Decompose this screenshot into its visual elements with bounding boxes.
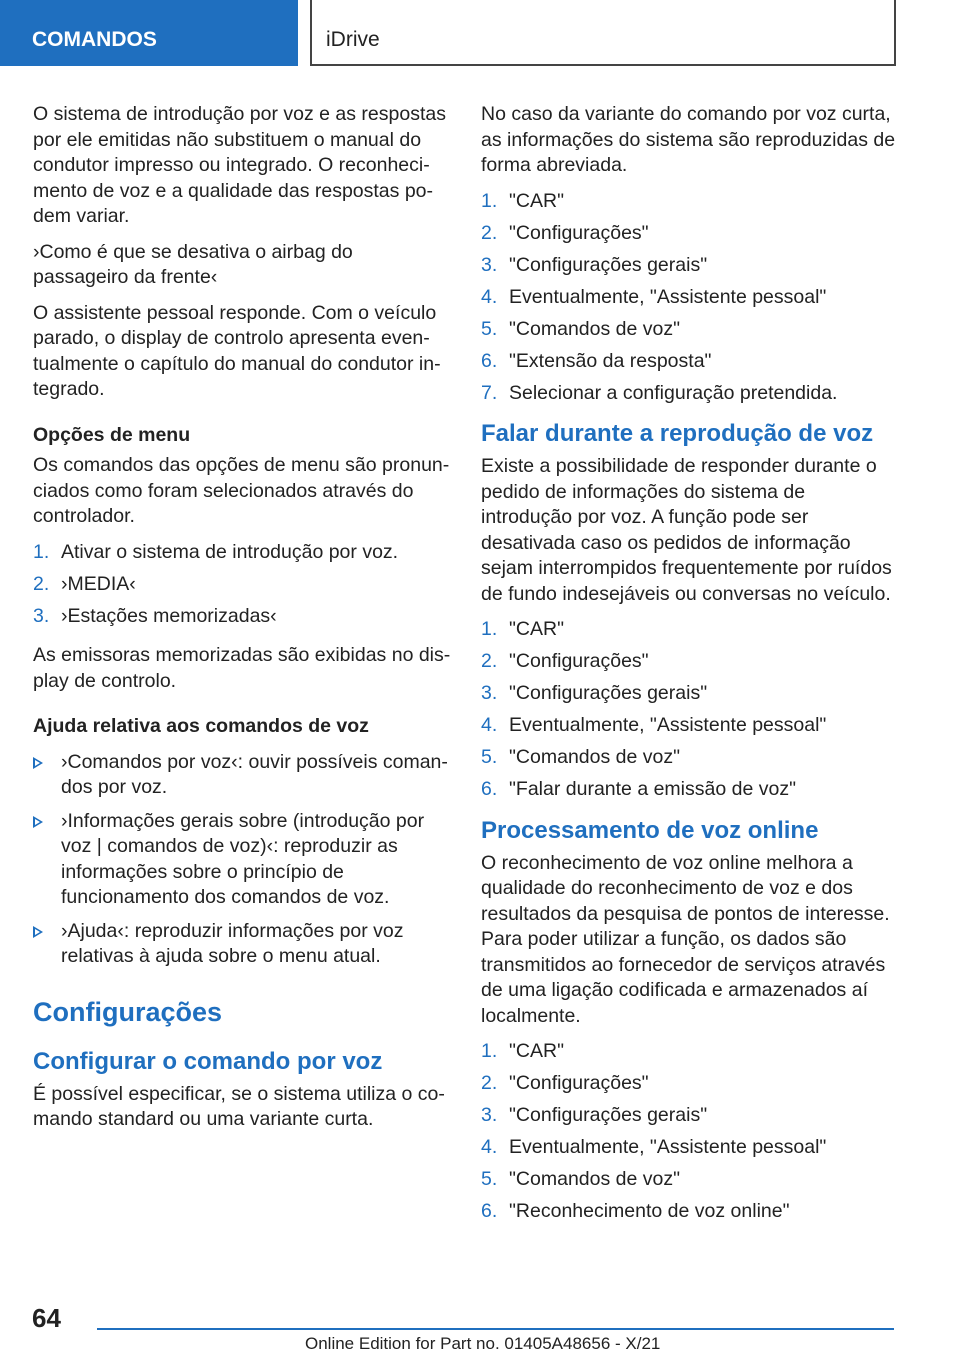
triangle-bullet-icon <box>33 816 43 828</box>
step-number: 1. <box>481 189 498 212</box>
menu-options-heading: Opções de menu <box>33 423 191 446</box>
list-item <box>33 809 451 911</box>
step-text: Eventualmente, "Assistente pessoal" <box>509 1136 827 1158</box>
step-text: Eventualmente, "Assistente pessoal" <box>509 714 827 736</box>
left-column <box>33 102 451 1143</box>
list-item <box>481 1071 901 1097</box>
step-number: 2. <box>481 1072 498 1094</box>
list-item <box>33 572 451 598</box>
header-section-label: COMANDOS <box>32 28 157 51</box>
voice-help-list <box>33 750 451 970</box>
menu-options-text: Os comandos das opções de menu são pronunciados como foram selecionados através do controlador. <box>33 454 450 527</box>
step-text: "Comandos de voz" <box>509 746 681 768</box>
triangle-bullet-icon <box>33 926 43 938</box>
step-text: Eventualmente, "Assistente pessoal" <box>509 285 827 308</box>
menu-after-text: As emissoras memorizadas são exibidas no display de controlo. <box>33 644 451 692</box>
step-number: 5. <box>481 1168 498 1190</box>
step-number: 3. <box>33 604 50 627</box>
step-text: "Reconhecimento de voz online" <box>509 1200 790 1222</box>
step-number: 7. <box>481 381 498 404</box>
assistant-response-paragraph: O assistente pessoal responde. Com o veículo parado, o display de controlo apresenta eventualmente o capítulo do manual do condutor integrado. <box>33 301 441 400</box>
list-item <box>481 1135 901 1161</box>
configure-voice-text: É possível especificar, se o sistema utiliza o comando standard ou uma variante curta. <box>33 1082 445 1130</box>
step-number: 6. <box>481 1200 498 1222</box>
list-item <box>481 381 901 407</box>
step-number: 3. <box>481 253 498 276</box>
list-item <box>481 285 901 311</box>
header-section-tab <box>0 0 298 66</box>
list-item <box>481 1039 901 1065</box>
online-processing-title: Processamento de voz online <box>481 816 819 844</box>
header-chapter-box <box>310 0 896 66</box>
list-item <box>481 649 901 675</box>
list-item <box>481 1167 901 1193</box>
intro-paragraph: O sistema de introdução por voz e as respostas por ele emitidas não substituem o manual do condutor impresso ou integrado. O reconhecimento de voz e a qualidade das respostas podem variar. <box>33 103 446 227</box>
step-number: 1. <box>481 1040 498 1062</box>
list-item <box>481 1199 901 1225</box>
step-number: 4. <box>481 1136 498 1158</box>
list-item <box>481 189 901 215</box>
list-item <box>481 221 901 247</box>
speak-during-playback-text: Existe a possibilidade de responder durante o pedido de informações do sistema de introdução por voz. A função pode ser desativada caso os pedidos de informação sejam interrompidos frequentemente por ruídos de fundo indesejáveis ou conversas no veículo. <box>481 455 892 605</box>
list-item <box>481 253 901 279</box>
step-number: 6. <box>481 778 498 800</box>
online-processing-steps <box>481 1039 901 1225</box>
step-number: 1. <box>33 540 50 563</box>
list-item <box>33 604 451 630</box>
list-item <box>481 317 901 343</box>
list-item <box>481 617 901 643</box>
online-processing-text: O reconhecimento de voz online melhora a qualidade do reconhecimento de voz e dos resultados da pesquisa de pontos de interesse. Para poder utilizar a função, os dados são transmitidos ao fornecedor de serviços através de uma ligação codificada e armazenados aí localmente. <box>481 851 890 1027</box>
step-text: "CAR" <box>509 618 565 640</box>
settings-title: Configurações <box>33 996 223 1027</box>
list-item <box>481 713 901 739</box>
menu-steps-list <box>33 540 451 630</box>
step-text: ›MEDIA‹ <box>61 572 136 595</box>
step-text: "Configurações" <box>509 221 649 244</box>
step-number: 2. <box>481 221 498 244</box>
step-text: "Configurações" <box>509 650 649 672</box>
list-item <box>33 750 451 801</box>
step-text: "Configurações gerais" <box>509 1104 708 1126</box>
footer-edition-text: Online Edition for Part no. 01405A48656 - X/21 <box>305 1334 661 1353</box>
list-item <box>481 745 901 771</box>
short-variant-steps <box>481 189 901 407</box>
step-number: 4. <box>481 285 498 308</box>
list-item <box>33 919 451 970</box>
list-item <box>481 681 901 707</box>
step-text: "Falar durante a emissão de voz" <box>509 778 796 800</box>
list-item <box>33 540 451 566</box>
step-number: 6. <box>481 349 498 372</box>
speak-during-playback-title: Falar durante a reprodução de voz <box>481 420 874 447</box>
help-item-text: ›Ajuda‹: reproduzir informações por voz relativas à ajuda sobre o menu atual. <box>61 919 404 967</box>
list-item <box>481 349 901 375</box>
step-text: "Comandos de voz" <box>509 317 681 340</box>
step-number: 1. <box>481 618 498 640</box>
step-number: 2. <box>481 650 498 672</box>
page-number: 64 <box>32 1303 61 1333</box>
list-item <box>481 1103 901 1129</box>
step-text: "Configurações" <box>509 1072 649 1094</box>
step-text: "Configurações gerais" <box>509 253 708 276</box>
speak-during-playback-steps <box>481 617 901 803</box>
step-text: ›Estações memorizadas‹ <box>61 604 277 627</box>
step-number: 5. <box>481 317 498 340</box>
step-number: 4. <box>481 714 498 736</box>
example-command: ›Como é que se desativa o airbag do passageiro da frente‹ <box>33 240 353 288</box>
step-text: "CAR" <box>509 1040 565 1062</box>
step-text: "CAR" <box>509 189 565 212</box>
short-variant-paragraph: No caso da variante do comando por voz curta, as informações do sistema são reproduzidas de forma abreviada. <box>481 103 896 176</box>
right-column <box>481 102 901 1239</box>
header-chapter-label: iDrive <box>326 28 380 51</box>
configure-voice-title: Configurar o comando por voz <box>33 1047 383 1075</box>
step-text: "Comandos de voz" <box>509 1168 681 1190</box>
list-item <box>481 777 901 803</box>
step-number: 2. <box>33 572 50 595</box>
footer-divider <box>97 1328 894 1330</box>
step-number: 5. <box>481 746 498 768</box>
step-number: 3. <box>481 682 498 704</box>
triangle-bullet-icon <box>33 757 43 769</box>
voice-help-heading: Ajuda relativa aos comandos de voz <box>33 715 369 737</box>
step-text: Ativar o sistema de introdução por voz. <box>61 540 399 563</box>
step-text: "Extensão da resposta" <box>509 349 712 372</box>
help-item-text: ›Comandos por voz‹: ouvir possíveis comandos por voz. <box>61 750 448 798</box>
step-text: Selecionar a configuração pretendida. <box>509 381 838 404</box>
step-number: 3. <box>481 1104 498 1126</box>
help-item-text: ›Informações gerais sobre (introdução por voz | comandos de voz)‹: reproduzir as informações sobre o princípio de funcionamento dos comandos de voz. <box>61 809 425 908</box>
step-text: "Configurações gerais" <box>509 682 708 704</box>
